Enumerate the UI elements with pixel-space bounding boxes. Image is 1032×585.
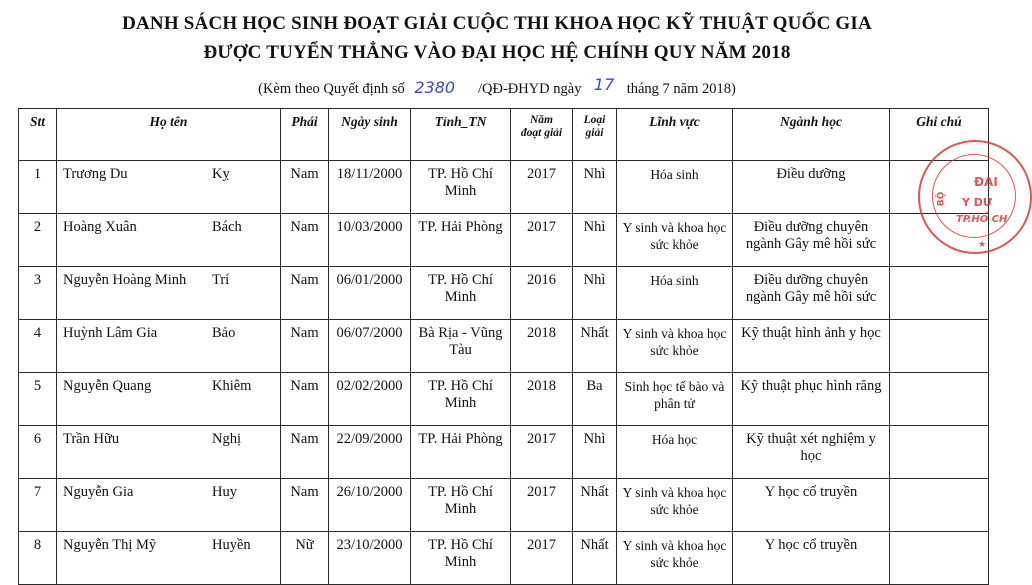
cell-province: TP. Hồ Chí Minh — [411, 479, 511, 532]
cell-province: TP. Hải Phòng — [411, 214, 511, 267]
cell-major: Kỹ thuật xét nghiệm y học — [733, 426, 890, 479]
col-field: Lĩnh vực — [617, 109, 733, 161]
stamp-star-icon: ★ — [978, 240, 987, 250]
surname: Hoàng Xuân — [63, 219, 137, 235]
given-name: Bảo — [212, 325, 236, 341]
col-year-line2: đoạt giải — [520, 127, 563, 139]
cell-field: Y sinh và khoa học sức khỏe — [617, 479, 733, 532]
stamp-text-side: BỘ — [936, 191, 947, 207]
cell-award: Nhì — [573, 214, 617, 267]
cell-note — [890, 267, 989, 320]
cell-stt: 7 — [19, 479, 57, 532]
cell-province: TP. Hồ Chí Minh — [411, 373, 511, 426]
surname: Trương Du — [63, 166, 128, 182]
decision-prefix: (Kèm theo Quyết định số — [258, 81, 405, 97]
cell-stt: 8 — [19, 532, 57, 585]
cell-year: 2018 — [511, 320, 573, 373]
decision-reference — [0, 75, 994, 98]
col-note: Ghi chú — [890, 109, 989, 161]
cell-award: Nhì — [573, 426, 617, 479]
stamp-text-1: ĐẠI — [974, 175, 998, 189]
cell-dob: 26/10/2000 — [329, 479, 411, 532]
table-row — [19, 161, 989, 214]
cell-name — [57, 214, 281, 267]
cell-gender: Nữ — [281, 532, 329, 585]
cell-field: Hóa sinh — [617, 267, 733, 320]
table-header-row — [19, 109, 989, 161]
cell-gender: Nam — [281, 426, 329, 479]
col-gender: Phái — [281, 109, 329, 161]
stamp-text-2: Y DƯ — [962, 196, 993, 209]
cell-province: Bà Rịa - Vũng Tàu — [411, 320, 511, 373]
surname: Nguyễn Thị Mỹ — [63, 537, 157, 553]
official-stamp — [918, 140, 1032, 254]
cell-name — [57, 161, 281, 214]
col-stt: Stt — [19, 109, 57, 161]
cell-dob: 06/01/2000 — [329, 267, 411, 320]
cell-note — [890, 479, 989, 532]
cell-dob: 23/10/2000 — [329, 532, 411, 585]
document-title-line2: ĐƯỢC TUYỂN THẲNG VÀO ĐẠI HỌC HỆ CHÍNH QUY NĂM 2018 — [203, 42, 791, 63]
cell-stt: 2 — [19, 214, 57, 267]
cell-province: TP. Hồ Chí Minh — [411, 267, 511, 320]
cell-field: Y sinh và khoa học sức khỏe — [617, 532, 733, 585]
given-name: Kỵ — [212, 166, 230, 182]
given-name: Huy — [212, 484, 237, 500]
given-name: Nghị — [212, 431, 241, 447]
cell-dob: 18/11/2000 — [329, 161, 411, 214]
cell-dob: 10/03/2000 — [329, 214, 411, 267]
cell-year: 2017 — [511, 214, 573, 267]
cell-field: Y sinh và khoa học sức khỏe — [617, 214, 733, 267]
cell-stt: 6 — [19, 426, 57, 479]
cell-major: Kỹ thuật phục hình răng — [733, 373, 890, 426]
cell-year: 2016 — [511, 267, 573, 320]
cell-year: 2017 — [511, 426, 573, 479]
cell-gender: Nam — [281, 161, 329, 214]
decision-suffix: tháng 7 năm 2018) — [626, 81, 736, 97]
col-major: Ngành học — [733, 109, 890, 161]
cell-stt: 3 — [19, 267, 57, 320]
cell-note — [890, 373, 989, 426]
cell-name — [57, 479, 281, 532]
col-name: Họ tên — [57, 109, 281, 161]
table-row — [19, 214, 989, 267]
cell-major: Điều dưỡng chuyên ngành Gây mê hồi sức — [733, 267, 890, 320]
cell-note — [890, 426, 989, 479]
cell-stt: 4 — [19, 320, 57, 373]
given-name: Trí — [212, 272, 230, 288]
cell-gender: Nam — [281, 479, 329, 532]
cell-major: Kỹ thuật hình ảnh y học — [733, 320, 890, 373]
given-name: Huyền — [212, 537, 251, 553]
cell-major: Y học cổ truyền — [733, 532, 890, 585]
surname: Nguyễn Hoàng Minh — [63, 272, 187, 288]
cell-name — [57, 373, 281, 426]
cell-note — [890, 320, 989, 373]
decision-day-handwritten: 17 — [593, 75, 615, 94]
cell-year: 2017 — [511, 479, 573, 532]
cell-field: Hóa sinh — [617, 161, 733, 214]
cell-award: Nhì — [573, 267, 617, 320]
cell-name — [57, 426, 281, 479]
cell-gender: Nam — [281, 267, 329, 320]
cell-note — [890, 532, 989, 585]
cell-gender: Nam — [281, 214, 329, 267]
table-row — [19, 532, 989, 585]
table-row — [19, 320, 989, 373]
document-title-line1: DANH SÁCH HỌC SINH ĐOẠT GIẢI CUỘC THI KHOA HỌC KỸ THUẬT QUỐC GIA — [122, 13, 872, 34]
given-name: Bách — [212, 219, 242, 235]
col-award-line1: Loại — [583, 114, 606, 126]
cell-field: Sinh học tế bào và phân tử — [617, 373, 733, 426]
surname: Huỳnh Lâm Gia — [63, 325, 158, 341]
decision-mid: /QĐ-ĐHYD ngày — [477, 81, 582, 97]
student-table — [18, 108, 989, 585]
cell-major: Điều dưỡng chuyên ngành Gây mê hồi sức — [733, 214, 890, 267]
col-award — [573, 109, 617, 161]
surname: Nguyễn Gia — [63, 484, 134, 500]
cell-year: 2018 — [511, 373, 573, 426]
cell-award: Nhất — [573, 479, 617, 532]
cell-province: TP. Hải Phòng — [411, 426, 511, 479]
cell-province: TP. Hồ Chí Minh — [411, 532, 511, 585]
cell-major: Y học cổ truyền — [733, 479, 890, 532]
cell-year: 2017 — [511, 161, 573, 214]
cell-award: Nhì — [573, 161, 617, 214]
cell-field: Hóa học — [617, 426, 733, 479]
cell-dob: 06/07/2000 — [329, 320, 411, 373]
col-dob: Ngày sinh — [329, 109, 411, 161]
table-row — [19, 373, 989, 426]
cell-award: Ba — [573, 373, 617, 426]
cell-name — [57, 320, 281, 373]
cell-gender: Nam — [281, 320, 329, 373]
cell-award: Nhất — [573, 532, 617, 585]
col-year-line1: Năm — [530, 114, 553, 126]
cell-field: Y sinh và khoa học sức khỏe — [617, 320, 733, 373]
given-name: Khiêm — [212, 378, 252, 394]
table-row — [19, 267, 989, 320]
cell-dob: 02/02/2000 — [329, 373, 411, 426]
cell-name — [57, 532, 281, 585]
cell-province: TP. Hồ Chí Minh — [411, 161, 511, 214]
cell-award: Nhất — [573, 320, 617, 373]
table-row — [19, 479, 989, 532]
col-award-line2: giải — [585, 127, 604, 139]
cell-name — [57, 267, 281, 320]
cell-stt: 1 — [19, 161, 57, 214]
cell-gender: Nam — [281, 373, 329, 426]
col-province: Tỉnh_TN — [411, 109, 511, 161]
cell-major: Điều dưỡng — [733, 161, 890, 214]
col-year — [511, 109, 573, 161]
surname: Nguyễn Quang — [63, 378, 152, 394]
cell-year: 2017 — [511, 532, 573, 585]
stamp-text-3: TP.HỒ CH — [956, 214, 1008, 225]
cell-stt: 5 — [19, 373, 57, 426]
table-row — [19, 426, 989, 479]
decision-number-handwritten: 2380 — [414, 78, 456, 97]
surname: Trần Hữu — [63, 431, 120, 447]
cell-dob: 22/09/2000 — [329, 426, 411, 479]
